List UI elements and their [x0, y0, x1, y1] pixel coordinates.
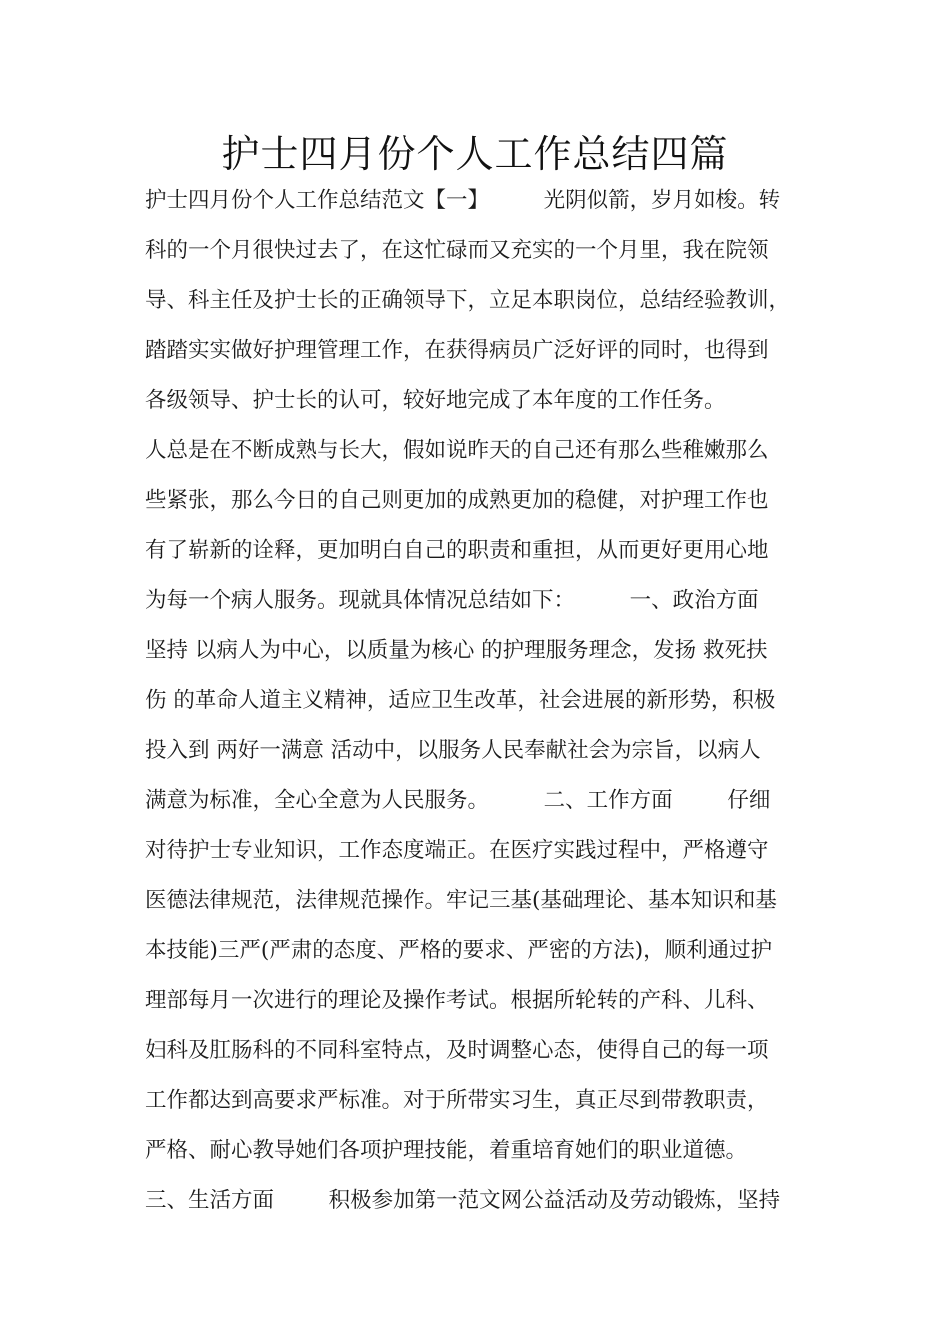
body-line: 人总是在不断成熟与长大，假如说昨天的自己还有那么些稚嫩那么 — [145, 438, 769, 463]
body-line: 本技能)三严(严肃的态度、严格的要求、严密的方法)，顺利通过护 — [145, 938, 773, 963]
body-line: 导、科主任及护士长的正确领导下，立足本职岗位，总结经验教训， — [145, 288, 791, 313]
body-line: 妇科及肛肠科的不同科室特点，及时调整心态，使得自己的每一项 — [145, 1038, 769, 1063]
body-line: 满意为标准，全心全意为人民服务。 二、工作方面 仔细 — [145, 788, 771, 813]
body-line: 科的一个月很快过去了，在这忙碌而又充实的一个月里，我在院领 — [145, 238, 769, 263]
document-body — [145, 180, 825, 1230]
body-line: 严格、耐心教导她们各项护理技能，着重培育她们的职业道德。 — [145, 1138, 748, 1163]
body-line: 医德法律规范，法律规范操作。牢记三基(基础理论、基本知识和基 — [145, 888, 777, 913]
body-line: 护士四月份个人工作总结范文【一】 光阴似箭，岁月如梭。转 — [145, 188, 781, 213]
body-line: 为每一个病人服务。现就具体情况总结如下： 一、政治方面 — [145, 588, 759, 613]
body-line: 坚持 以病人为中心，以质量为核心 的护理服务理念，发扬 救死扶 — [145, 638, 768, 663]
body-line: 工作都达到高要求严标准。对于所带实习生，真正尽到带教职责， — [145, 1088, 769, 1113]
document-title: 护士四月份个人工作总结四篇 — [221, 132, 729, 176]
body-line: 有了崭新的诠释，更加明白自己的职责和重担，从而更好更用心地 — [145, 538, 769, 563]
body-line: 投入到 两好一满意 活动中，以服务人民奉献社会为宗旨，以病人 — [145, 738, 761, 763]
body-line: 三、生活方面 积极参加第一范文网公益活动及劳动锻炼，坚持 — [145, 1188, 781, 1213]
body-line: 对待护士专业知识，工作态度端正。在医疗实践过程中，严格遵守 — [145, 838, 769, 863]
body-line: 理部每月一次进行的理论及操作考试。根据所轮转的产科、儿科、 — [145, 988, 769, 1013]
body-line: 踏踏实实做好护理管理工作，在获得病员广泛好评的同时，也得到 — [145, 338, 769, 363]
body-line: 些紧张，那么今日的自己则更加的成熟更加的稳健，对护理工作也 — [145, 488, 769, 513]
body-line: 各级领导、护士长的认可，较好地完成了本年度的工作任务。 — [145, 388, 726, 413]
body-line: 伤 的革命人道主义精神，适应卫生改革，社会进展的新形势，积极 — [145, 688, 776, 713]
